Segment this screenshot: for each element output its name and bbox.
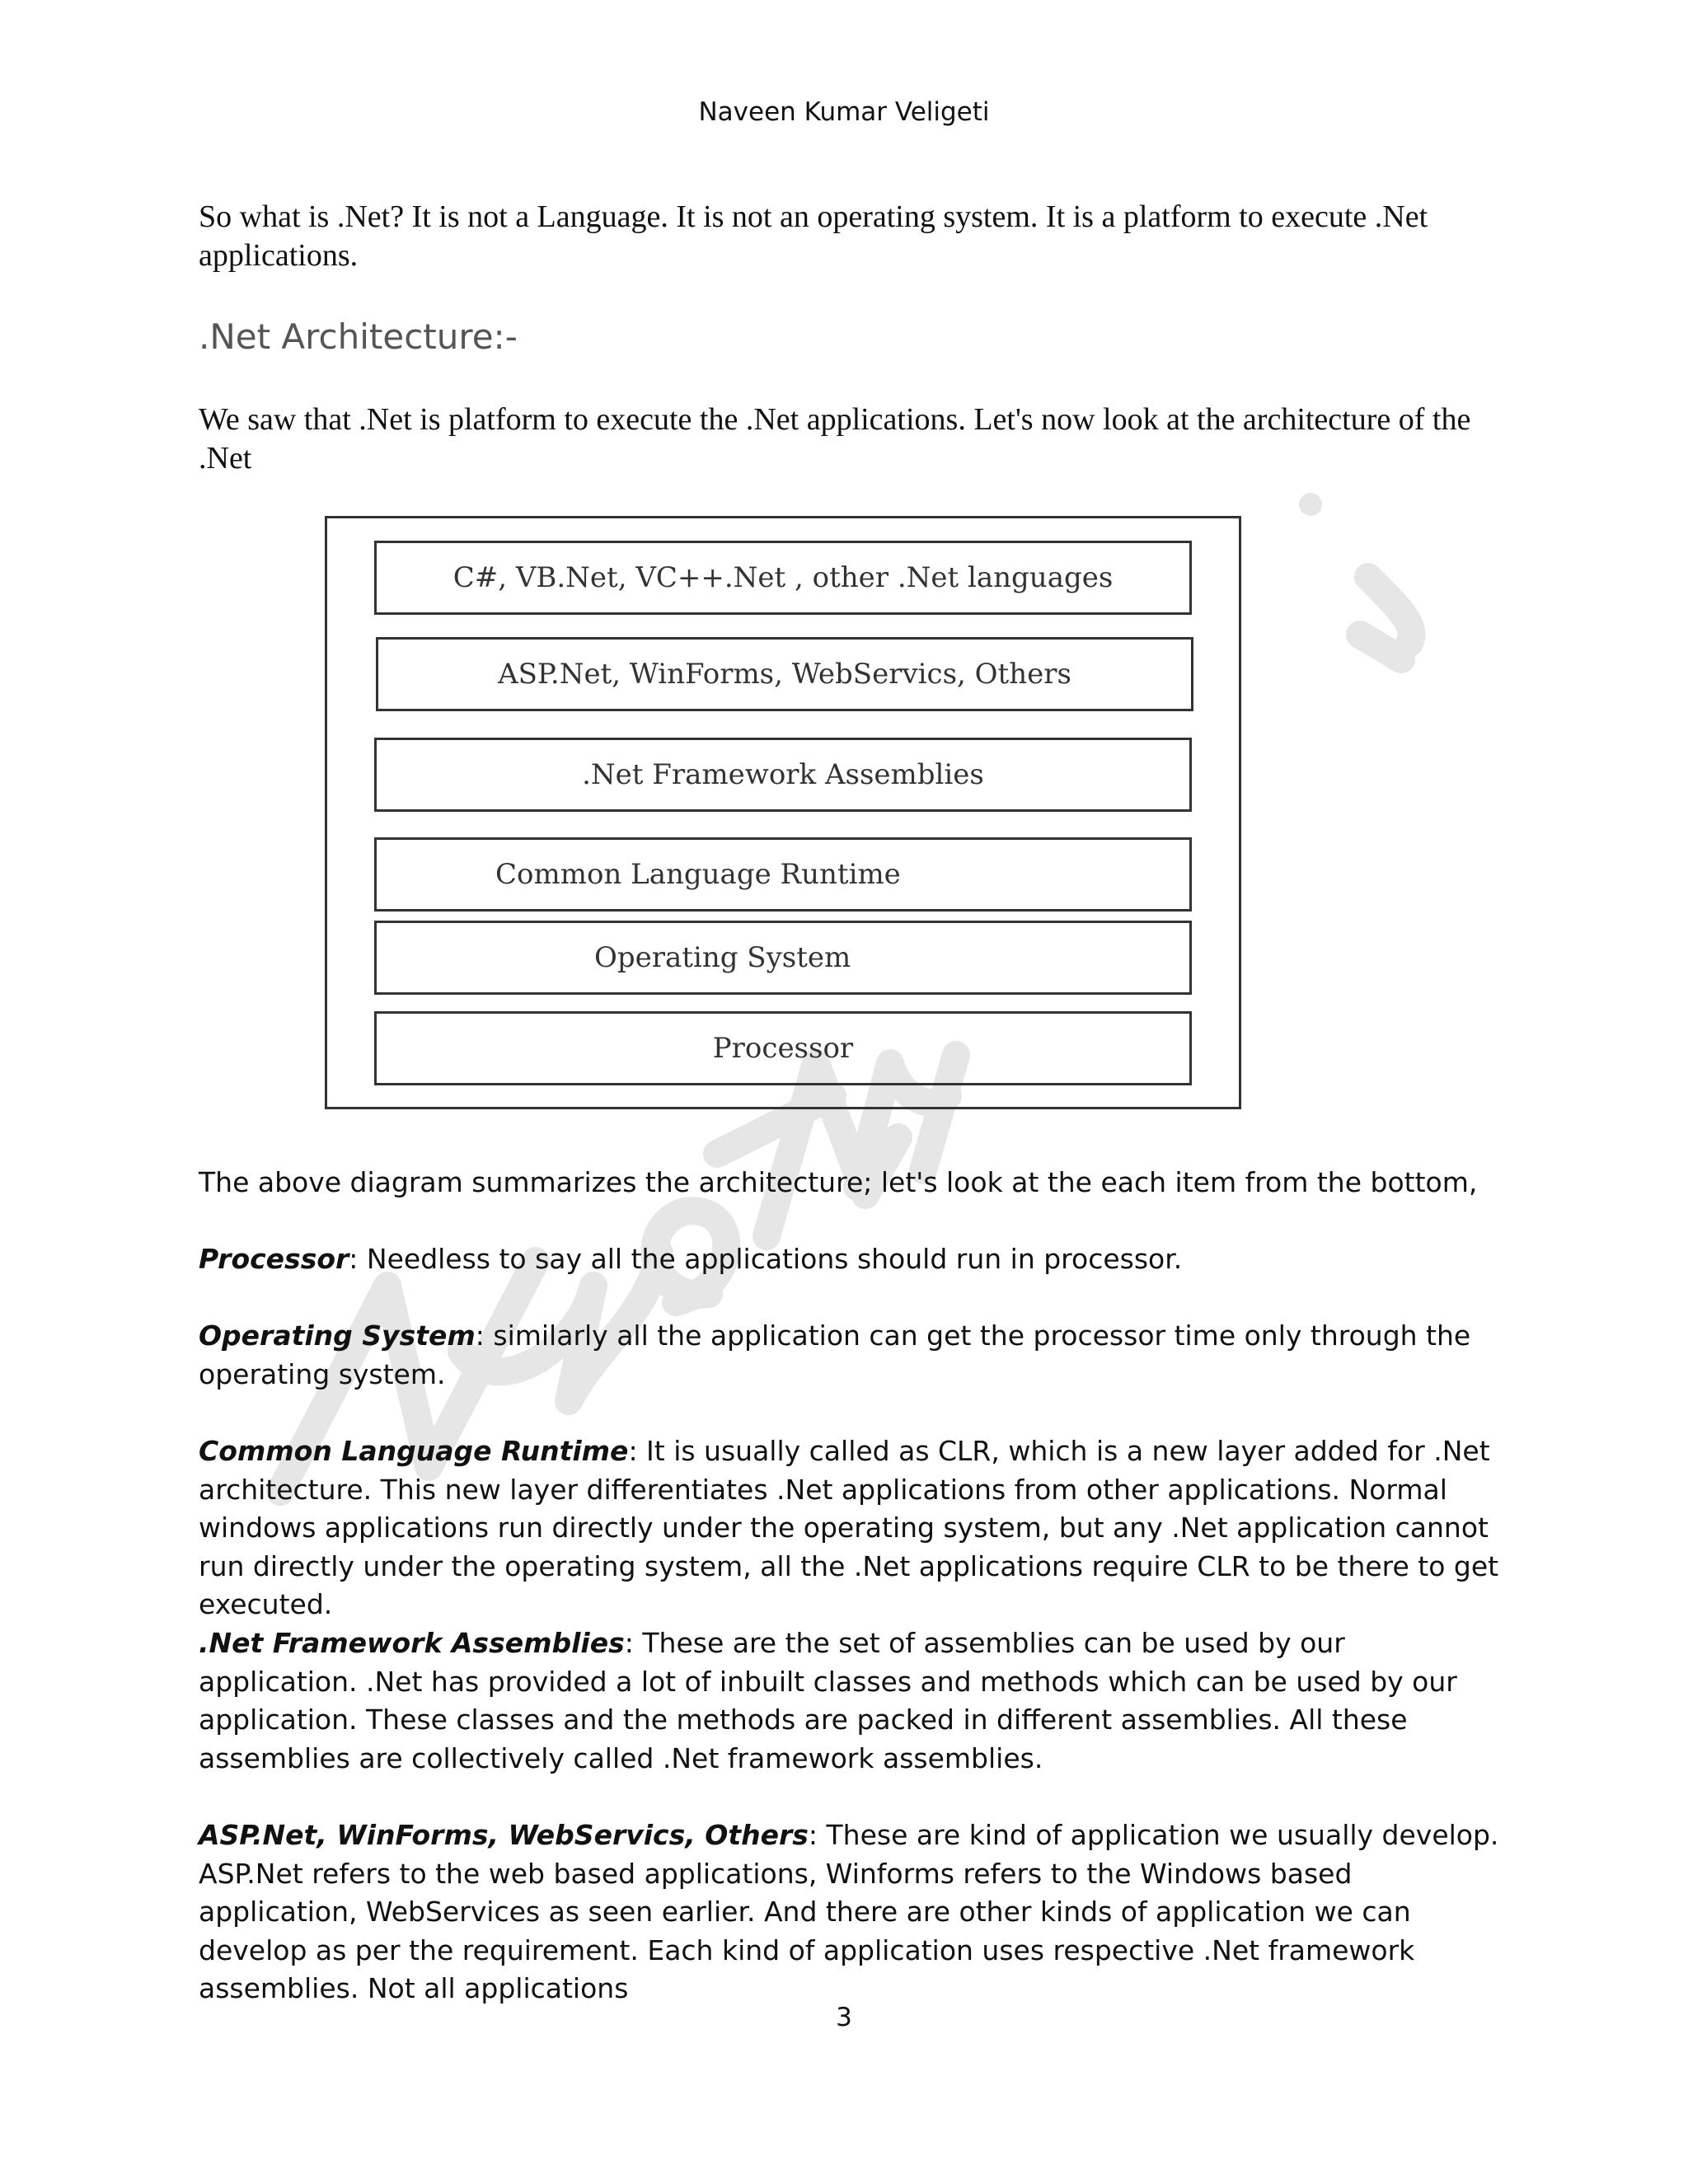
diagram-layer-label: Operating System (594, 941, 851, 974)
definition-text: : It is usually called as CLR, which is a new layer added for .Net architecture. This new layer differentiates .Net applications from other applications. Normal windows applications run directly under the operating system, but any .Net application cannot run directly under the operating system, all the .Net applications require CLR to be there to get executed. (199, 1435, 1499, 1620)
diagram-layer-operating-system (374, 921, 1192, 995)
diagram-layer-framework-assemblies (374, 738, 1192, 812)
definition-term: Common Language Runtime (199, 1435, 629, 1467)
definition-application-types (199, 1816, 1501, 2008)
diagram-layer-label: Processor (712, 1032, 854, 1065)
intro-paragraph: So what is .Net? It is not a Language. It is not an operating system. It is a platform to execute .Net applications. (199, 199, 1428, 273)
page-header: Naveen Kumar Veligeti (698, 97, 990, 127)
section-heading: .Net Architecture:- (199, 316, 518, 357)
definition-processor (199, 1240, 1501, 1279)
diagram-layer-label: C#, VB.Net, VC++.Net , other .Net languages (452, 561, 1114, 594)
diagram-layer-label: .Net Framework Assemblies (582, 758, 984, 791)
definition-text: : These are kind of application we usually develop. ASP.Net refers to the web based applications, Winforms refers to the Windows based application, WebServices as seen earlier. And there are other kinds of application we can develop as per the requirement. Each kind of application uses respective .Net framework assemblies. Not all applications (199, 1819, 1499, 2004)
definition-framework-assemblies (199, 1624, 1501, 1778)
diagram-layer-processor (374, 1011, 1192, 1085)
definition-term: Processor (199, 1243, 349, 1275)
summary-paragraph: The above diagram summarizes the architecture; let's look at the each item from the bottom, (199, 1166, 1478, 1198)
definition-text: : Needless to say all the applications should run in processor. (349, 1243, 1183, 1275)
definition-clr (199, 1432, 1501, 1624)
architecture-diagram (325, 516, 1241, 1109)
definition-text: : similarly all the application can get the processor time only through the operating system. (199, 1319, 1471, 1390)
section-lead-paragraph: We saw that .Net is platform to execute the .Net applications. Let's now look at the architecture of the .Net (199, 402, 1471, 476)
diagram-layer-label: ASP.Net, WinForms, WebServics, Others (498, 658, 1071, 691)
definition-term: .Net Framework Assemblies (199, 1627, 625, 1659)
diagram-layer-application-types (376, 637, 1193, 711)
diagram-layer-label: Common Language Runtime (495, 858, 901, 891)
diagram-layer-languages (374, 541, 1192, 615)
definition-term: Operating System (199, 1319, 476, 1352)
definition-operating-system (199, 1317, 1501, 1394)
definition-term: ASP.Net, WinForms, WebServics, Others (199, 1819, 809, 1851)
page-number: 3 (836, 2003, 852, 2032)
definition-text: : These are the set of assemblies can be used by our application. .Net has provided a lot of inbuilt classes and methods which can be used by our application. These classes and the methods are packed in different assemblies. All these assemblies are collectively called .Net framework assemblies. (199, 1627, 1457, 1774)
diagram-layer-clr (374, 837, 1192, 912)
